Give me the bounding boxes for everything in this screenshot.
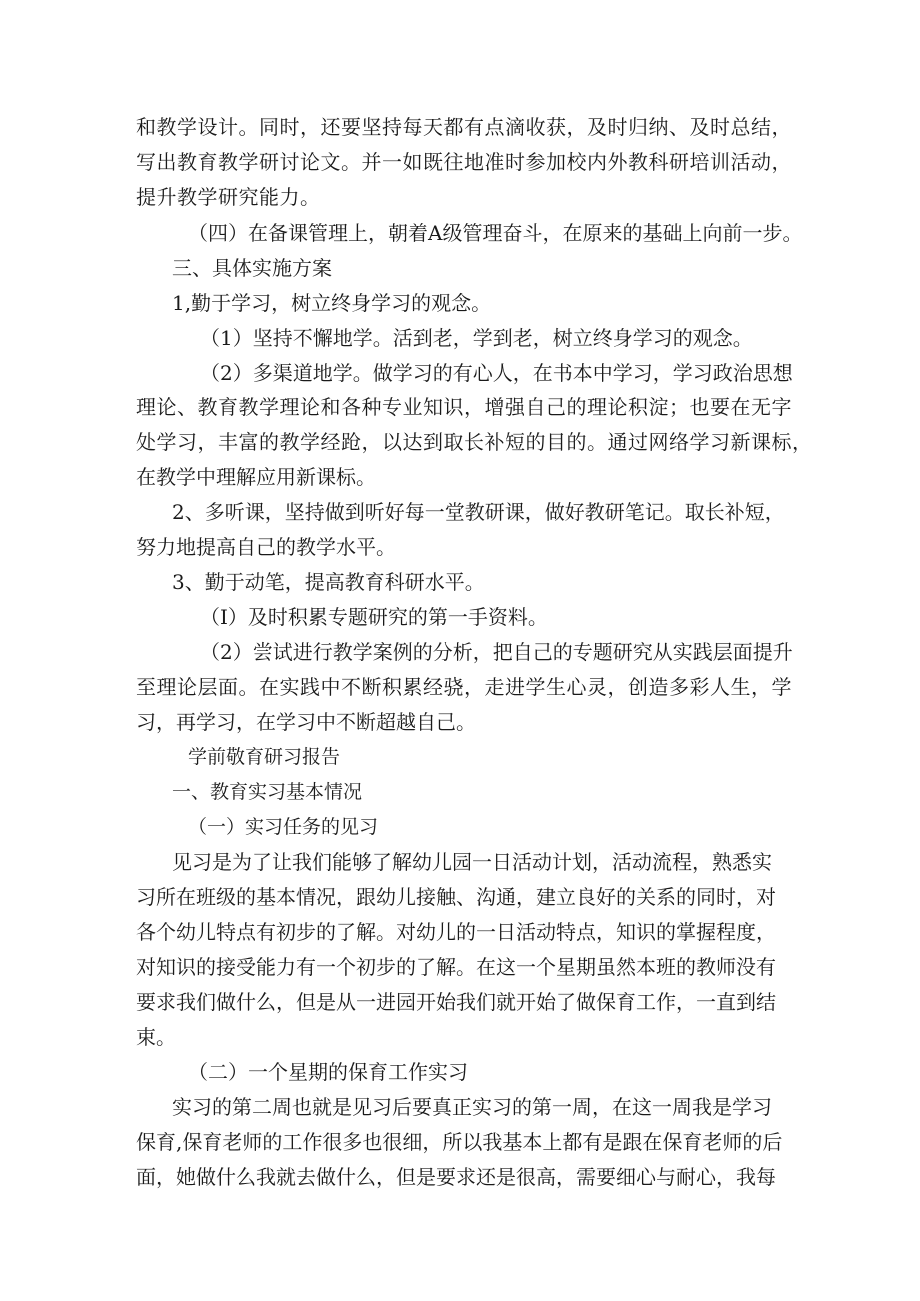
subsection-heading: （二）一个星期的保育工作实习	[188, 1060, 468, 1084]
text-line: 理论、教育教学理论和各种专业知识，增强自己的理论积淀；也要在无字	[136, 395, 792, 419]
text-line: 要求我们做什么，但是从一进园开始我们就开始了做保育工作，一直到结	[136, 990, 776, 1014]
section-heading: 三、具体实施方案	[172, 256, 332, 280]
text-line: 努力地提高自己的教学水平。	[136, 535, 396, 559]
text-line: 至理论层面。在实践中不断积累经骁，走进学生心灵，创造多彩人生，学	[136, 675, 792, 699]
report-title: 学前敬育研习报告	[188, 746, 341, 768]
text-line: 处学习，丰富的教学经跄，以达到取长补短的目的。通过网络学习新课标，	[136, 430, 813, 454]
text-line: 2、多听课，坚持做到听好每一堂教研课，做好教研笔记。取长补短，	[172, 500, 785, 524]
text-line: （四）在备课管理上，朝着A级管理奋斗，在原来的基础上向前一步。	[188, 221, 803, 245]
text-line: 习所在班级的基本情况，跟幼儿接触、沟通，建立良好的关系的同时，对	[136, 885, 776, 909]
text-line: （2）多渠道地学。做学习的有心人，在书本中学习，学习政治思想	[200, 361, 793, 385]
section-heading: 一、教育实习基本情况	[172, 781, 363, 803]
text-line: 面，她做什么我就去做什么，但是要求还是很高，需要细心与耐心，我每	[136, 1165, 776, 1189]
text-line: 3、勤于动笔，提高教育科研水平。	[172, 570, 485, 594]
text-line: 各个幼儿特点有初步的了解。对幼儿的一日活动特点，知识的掌握程度，	[136, 920, 776, 944]
text-line: 习，再学习，在学习中不断超越自己。	[136, 710, 476, 734]
text-line: 对知识的接受能力有一个初步的了解。在这一个星期虽然本班的教师没有	[136, 955, 776, 979]
text-line: 在教学中理解应用新课标。	[136, 465, 376, 489]
text-line: 束。	[136, 1025, 176, 1049]
text-line: （1）坚持不懈地学。活到老，学到老，树立终身学习的观念。	[200, 326, 753, 350]
text-line: 和教学设计。同时，还要坚持每天都有点滴收获，及时归纳、及时总结，	[136, 115, 792, 139]
subsection-heading: （一）实习任务的见习	[188, 816, 379, 838]
text-line: 写出教育教学研讨论文。并一如既往地准时参加校内外教科研培训活动，	[136, 150, 792, 174]
text-line: 提升教学研究能力。	[136, 185, 321, 209]
text-line: 保育,保育老师的工作很多也很细，所以我基本上都有是跟在保育老师的后	[136, 1130, 783, 1154]
text-line: 实习的第二周也就是见习后要真正实习的第一周，在这一周我是学习	[172, 1095, 772, 1119]
text-line: （I）及时积累专题研究的第一手资料。	[200, 605, 548, 629]
text-line: 见习是为了让我们能够了解幼儿园一日活动计划，活动流程，熟悉实	[172, 850, 772, 874]
text-line: 1,勤于学习，树立终身学习的观念。	[172, 291, 492, 315]
text-line: （2）尝试进行教学案例的分析，把自己的专题研究从实践层面提升	[200, 640, 793, 664]
